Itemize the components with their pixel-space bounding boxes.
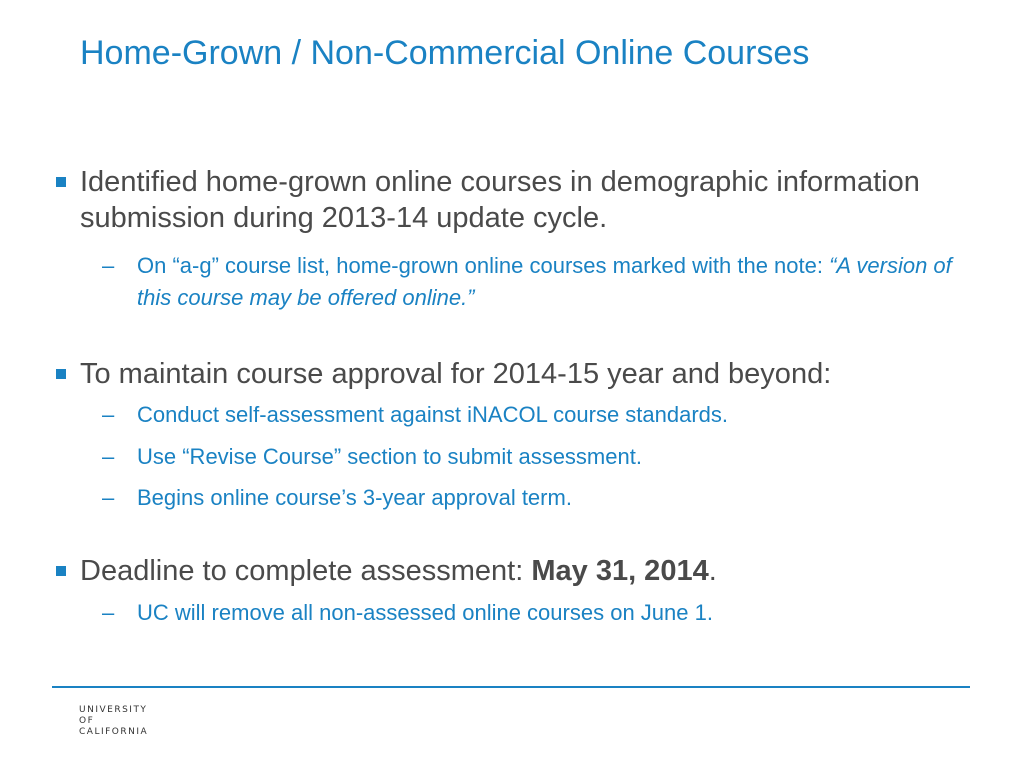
sub-bullet-item bbox=[102, 441, 982, 473]
square-bullet-icon bbox=[56, 566, 66, 576]
square-bullet-icon bbox=[56, 369, 66, 379]
logo-line: CALIFORNIA bbox=[79, 727, 149, 737]
sub-bullet-item bbox=[102, 250, 982, 314]
bullet-text: To maintain course approval for 2014-15 year and beyond: bbox=[80, 358, 832, 390]
sub-bullet-item bbox=[102, 399, 982, 431]
sub-bullet-prefix: On “a-g” course list, home-grown online courses marked with the note: bbox=[137, 253, 830, 278]
bullet-text bbox=[80, 553, 980, 589]
quoted-note: “A version of this course may be offered online.” bbox=[137, 253, 952, 310]
sub-bullet-item bbox=[102, 482, 982, 514]
bullet-text: Identified home-grown online courses in demographic information submission during 2013-14 update cycle. bbox=[80, 166, 920, 234]
sub-bullet-text: Begins online course’s 3-year approval term. bbox=[137, 485, 572, 510]
logo-line: OF bbox=[79, 716, 95, 726]
dash-icon: – bbox=[102, 253, 115, 278]
square-bullet-icon bbox=[56, 177, 66, 187]
sub-bullet-text: UC will remove all non-assessed online courses on June 1. bbox=[137, 600, 713, 625]
dash-icon: – bbox=[102, 485, 115, 510]
dash-icon: – bbox=[102, 444, 115, 469]
logo-line: UNIVERSITY bbox=[79, 705, 148, 715]
sub-bullet-item bbox=[102, 597, 982, 629]
deadline-suffix: . bbox=[708, 555, 717, 587]
sub-bullet-text: Conduct self-assessment against iNACOL course standards. bbox=[137, 402, 729, 427]
dash-icon: – bbox=[102, 402, 115, 427]
sub-bullet-text bbox=[102, 250, 982, 314]
footer-divider bbox=[52, 686, 970, 688]
sub-bullet-text: Use “Revise Course” section to submit assessment. bbox=[137, 444, 642, 469]
university-logo bbox=[79, 705, 148, 738]
deadline-date: May 31, 2014 bbox=[531, 555, 709, 587]
slide-title: Home-Grown / Non-Commercial Online Courses bbox=[80, 34, 810, 72]
dash-icon: – bbox=[102, 600, 115, 625]
deadline-prefix: Deadline to complete assessment: bbox=[80, 555, 532, 587]
